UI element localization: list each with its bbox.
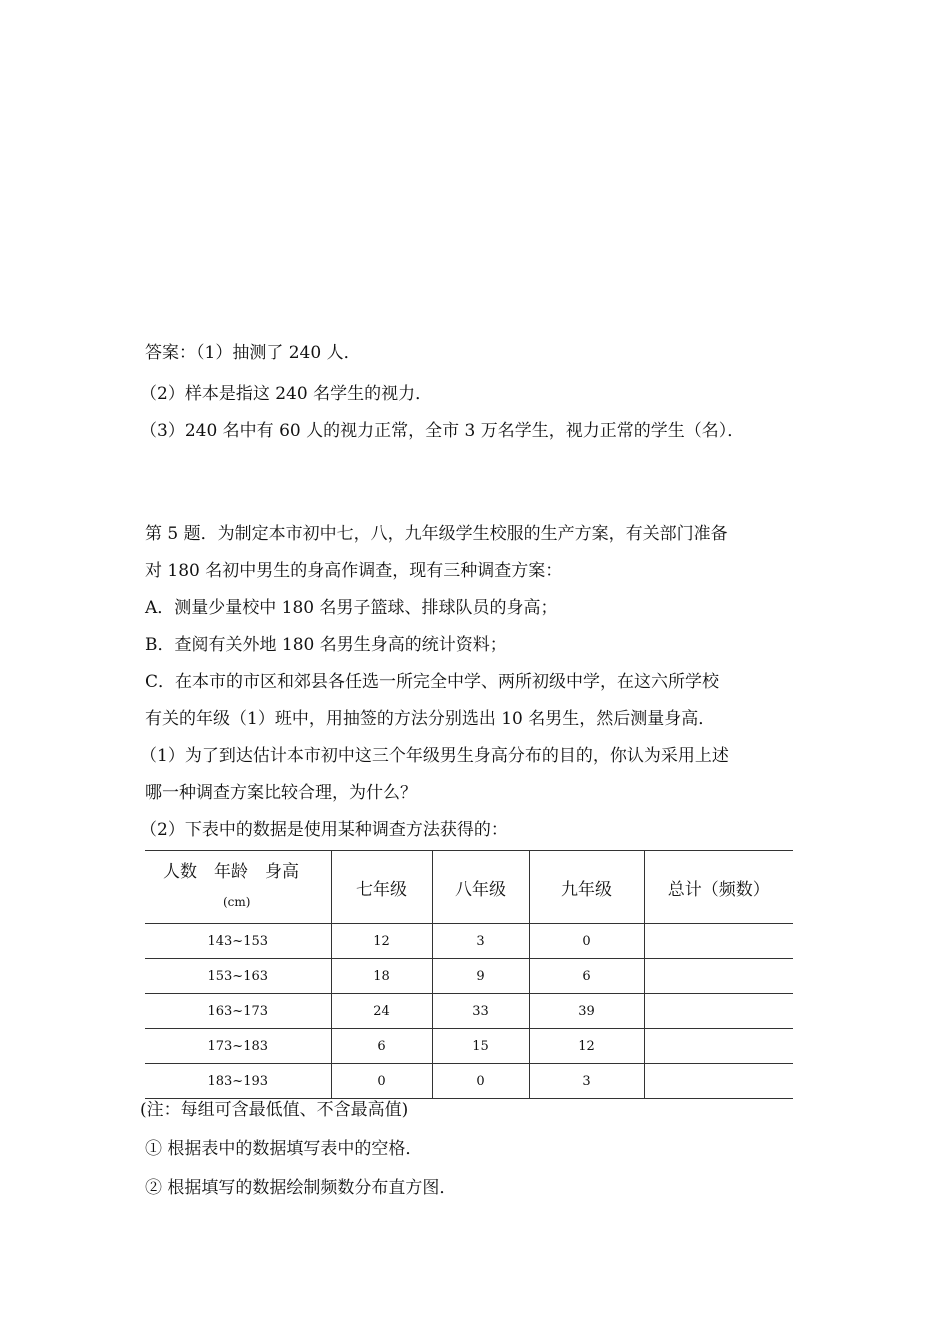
option-c-line-2: 有关的年级（1）班中，用抽签的方法分别选出 10 名男生，然后测量身高． [145,709,716,729]
grade-9-cell: 12 [529,1029,644,1064]
option-c-line-1: C．在本市的市区和郊县各任选一所完全中学、两所初级中学，在这六所学校 [145,672,720,692]
grade-8-cell: 15 [432,1029,529,1064]
table-row [145,1064,793,1099]
header-corner-cell [145,851,331,924]
header-total: 总计（频数） [644,851,793,924]
grade-7-cell: 24 [331,994,432,1029]
instruction-2: ② 根据填写的数据绘制频数分布直方图． [145,1178,457,1198]
total-cell [644,924,793,959]
answer-line-3: （3）240 名中有 60 人的视力正常，全市 3 万名学生，视力正常的学生（名）． [140,421,745,441]
total-cell [644,1029,793,1064]
grade-7-cell: 18 [331,959,432,994]
range-cell: 143~153 [145,924,331,959]
grade-8-cell: 3 [432,924,529,959]
grade-9-cell: 39 [529,994,644,1029]
sub-question-1a: （1）为了到达估计本市初中这三个年级男生身高分布的目的，你认为采用上述 [140,746,729,766]
total-cell [644,1064,793,1099]
range-cell: 153~163 [145,959,331,994]
question-title: 第 5 题．为制定本市初中七，八，九年级学生校服的生产方案，有关部门准备 [145,524,728,544]
grade-8-cell: 0 [432,1064,529,1099]
grade-9-cell: 3 [529,1064,644,1099]
grade-7-cell: 6 [331,1029,432,1064]
sub-question-2: （2）下表中的数据是使用某种调查方法获得的： [140,820,508,840]
header-grade-8: 八年级 [432,851,529,924]
table-row [145,924,793,959]
total-cell [644,959,793,994]
header-unit-label: (cm) [223,895,251,909]
header-grade-7: 七年级 [331,851,432,924]
table-header-row [145,851,793,924]
grade-7-cell: 0 [331,1064,432,1099]
table-row [145,994,793,1029]
answer-line-2: （2）样本是指这 240 名学生的视力． [140,384,433,404]
header-grade-9: 九年级 [529,851,644,924]
range-cell: 163~173 [145,994,331,1029]
grade-8-cell: 9 [432,959,529,994]
height-table [145,850,793,1099]
sub-question-1b: 哪一种调查方案比较合理，为什么？ [145,783,417,803]
table-row [145,1029,793,1064]
answer-line-1: 答案：（1）抽测了 240 人． [145,343,361,363]
total-cell [644,994,793,1029]
table-row [145,959,793,994]
range-cell: 173~183 [145,1029,331,1064]
range-cell: 183~193 [145,1064,331,1099]
table-note: (注：每组可含最低值、不含最高值) [140,1100,409,1120]
question-line-2: 对 180 名初中男生的身高作调查，现有三种调查方案： [145,561,563,581]
header-corner-label: 人数 年龄 身高 [163,862,299,882]
option-a: A．测量少量校中 180 名男子篮球、排球队员的身高； [145,598,558,618]
grade-7-cell: 12 [331,924,432,959]
grade-9-cell: 6 [529,959,644,994]
option-b: B．查阅有关外地 180 名男生身高的统计资料； [145,635,507,655]
instruction-1: ① 根据表中的数据填写表中的空格． [145,1139,423,1159]
grade-8-cell: 33 [432,994,529,1029]
grade-9-cell: 0 [529,924,644,959]
